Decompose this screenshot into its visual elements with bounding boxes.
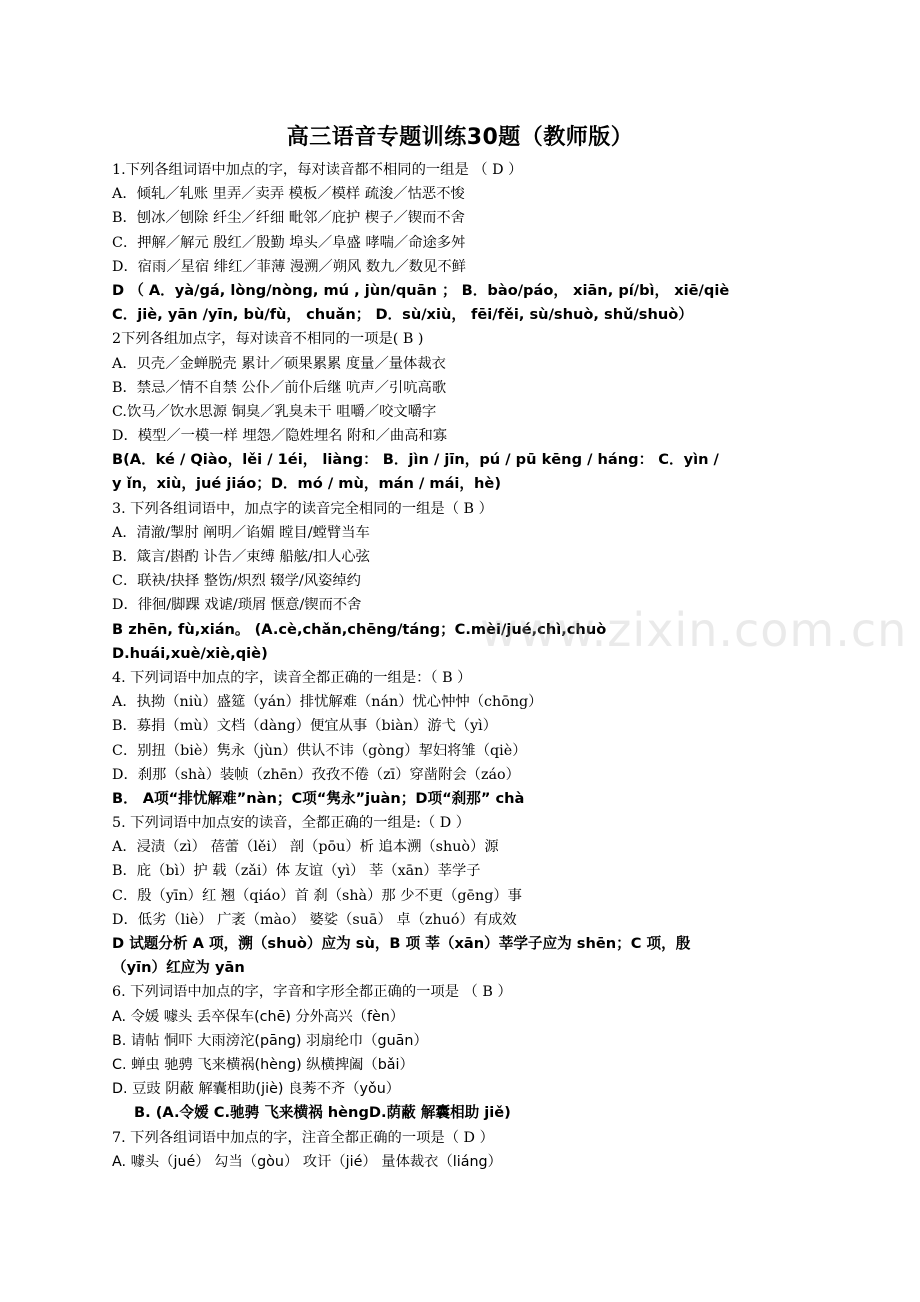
question-1-stem: 1.下列各组词语中加点的字，每对读音都不相同的一组是 （ D ） xyxy=(112,162,523,178)
question-1-answer-line-1: D （ A．yà/gá, lòng/nòng, mú , jùn/quān ； B．bào/páo， xiān, pí/bì， xiē/qiè xyxy=(112,281,730,299)
question-2-option-a: A．贝壳／金蝉脱壳 累计／硕果累累 度量／量体裁衣 xyxy=(112,355,446,372)
question-2-option-b: B．禁忌／情不自禁 公仆／前仆后继 吭声／引吭高歌 xyxy=(112,379,447,396)
question-3-answer-line-1: B zhēn, fù,xián。 (A.cè,chǎn,chēng/táng；C.mèi/jué,chì,chuò xyxy=(112,620,607,638)
question-1-option-d: D．宿雨／星宿 绯红／菲薄 漫溯／朔风 数九／数见不鲜 xyxy=(112,258,466,275)
question-6-answer: B. (A.令嫒 C.驰骋 飞来横祸 hèngD.荫蔽 解囊相助 jiě) xyxy=(134,1104,511,1122)
question-4-stem: 4. 下列词语中加点的字，读音全都正确的一组是：（ B ） xyxy=(112,669,472,686)
question-1-option-a: A．倾轧／轧账 里弄／卖弄 模板／模样 疏浚／怙恶不悛 xyxy=(112,186,465,203)
question-5-option-b: B．庇（bì）护 载（zǎi）体 友谊（yì） 莘（xān）莘学子 xyxy=(112,863,481,880)
question-5-option-c: C．殷（yīn）红 翘（qiáo）首 刹（shà）那 少不更（gēng）事 xyxy=(112,887,522,904)
question-4-option-a: A．执拗（niù）盛筵（yán）排忧解难（nán）忧心忡忡（chōng） xyxy=(112,694,543,711)
question-4-option-d: D．刹那（shà）装帧（zhēn）孜孜不倦（zī）穿凿附会（záo） xyxy=(112,766,520,783)
question-1-option-b: B．刨冰／刨除 纤尘／纤细 毗邻／庇护 楔子／锲而不舍 xyxy=(112,210,465,227)
question-3-stem: 3. 下列各组词语中，加点字的读音完全相同的一组是（ B ） xyxy=(112,500,493,517)
question-6-stem: 6. 下列词语中加点的字，字音和字形全都正确的一项是 （ B ） xyxy=(112,984,512,1001)
document-title: 高三语音专题训练30题（教师版） xyxy=(286,125,634,150)
question-4-option-c: C．别扭（biè）隽永（jùn）供认不讳（gòng）挈妇将雏（qiè） xyxy=(112,742,527,759)
question-7-option-a: A. 噱头（jué） 勾当（gòu） 攻讦（jié） 量体裁衣（liáng） xyxy=(112,1153,502,1170)
question-5-stem: 5. 下列词语中加点安的读音，全都正确的一组是:（ D ） xyxy=(112,815,471,832)
question-2-stem: 2下列各组加点字，每对读音不相同的一项是( B ) xyxy=(112,331,424,348)
question-4-answer: B． A项“排忧解难”nàn；C项“隽永”juàn；D项“刹那” chà xyxy=(112,789,525,807)
question-2-option-c: C.饮马／饮水思源 铜臭／乳臭未干 咀嚼／咬文嚼字 xyxy=(112,403,437,420)
question-2-answer-line-1: B(A．ké / Qiào，lěi / 1éi， liàng： B．jìn / jīn，pú / pū kēng / háng： C．yìn / xyxy=(112,451,719,469)
question-1-option-c: C．押解／解元 殷红／殷勤 埠头／阜盛 哮喘／命途多舛 xyxy=(112,234,466,251)
watermark: www.zixin.com.cn xyxy=(480,603,908,657)
question-5-option-d: D．低劣（liè） 广袤（mào） 婆娑（suā） 卓（zhuó）有成效 xyxy=(112,911,517,928)
question-7-stem: 7. 下列各组词语中加点的字，注音全都正确的一项是（ D ） xyxy=(112,1129,494,1146)
question-6-option-c: C. 蝉虫 驰骋 飞来横祸(hèng) 纵横捭阖（bǎi） xyxy=(112,1056,414,1073)
question-3-option-b: B．箴言/斟酌 讣告／束缚 船舷/扣人心弦 xyxy=(112,549,370,565)
question-3-answer-line-2: D.huái,xuè/xiè,qiè) xyxy=(112,644,268,662)
question-2-answer-line-2: y ǐn，xiù，jué jiáo；D．mó / mù，mán / mái，hè) xyxy=(112,475,501,493)
question-6-option-a: A. 令媛 噱头 丢卒保车(chē) 分外高兴（fèn） xyxy=(112,1008,405,1025)
question-5-option-a: A．浸渍（zì） 蓓蕾（lěi） 剖（pōu）析 追本溯（shuò）源 xyxy=(112,839,499,856)
question-6-option-b: B. 请帖 恫吓 大雨滂沱(pāng) 羽扇纶巾（guān） xyxy=(112,1032,428,1049)
question-1-answer-line-2: C．jiè, yān /yīn, bù/fù， chuǎn； D．sù/xiù， fēi/fěi, sù/shuò, shǔ/shuò） xyxy=(112,306,693,324)
question-list xyxy=(112,158,832,1174)
question-3-option-a: A．清澈/掣肘 阐明／谄媚 瞠目/螳臂当车 xyxy=(112,524,370,541)
question-2-option-d: D．模型／一模一样 埋怨／隐姓埋名 附和／曲高和寡 xyxy=(112,428,448,445)
question-6-option-d: D. 豆豉 阴蔽 解囊相助(jiè) 良莠不齐（yǒu） xyxy=(112,1081,401,1098)
question-5-answer-line-1: D 试题分析 A 项，溯（shuò）应为 sù，B 项 莘（xān）莘学子应为 shēn；C 项，殷 xyxy=(112,935,691,952)
question-3-option-d: D．徘徊/脚踝 戏谑/琐屑 惬意/锲而不舍 xyxy=(112,597,362,614)
question-4-option-b: B．募捐（mù）文档（dàng）便宜从事（biàn）游弋（yì） xyxy=(112,718,498,735)
question-3-option-c: C．联袂/抉择 整饬/炽烈 辍学/风姿绰约 xyxy=(112,573,361,590)
question-5-answer-line-2: （yīn）红应为 yān xyxy=(112,959,245,977)
